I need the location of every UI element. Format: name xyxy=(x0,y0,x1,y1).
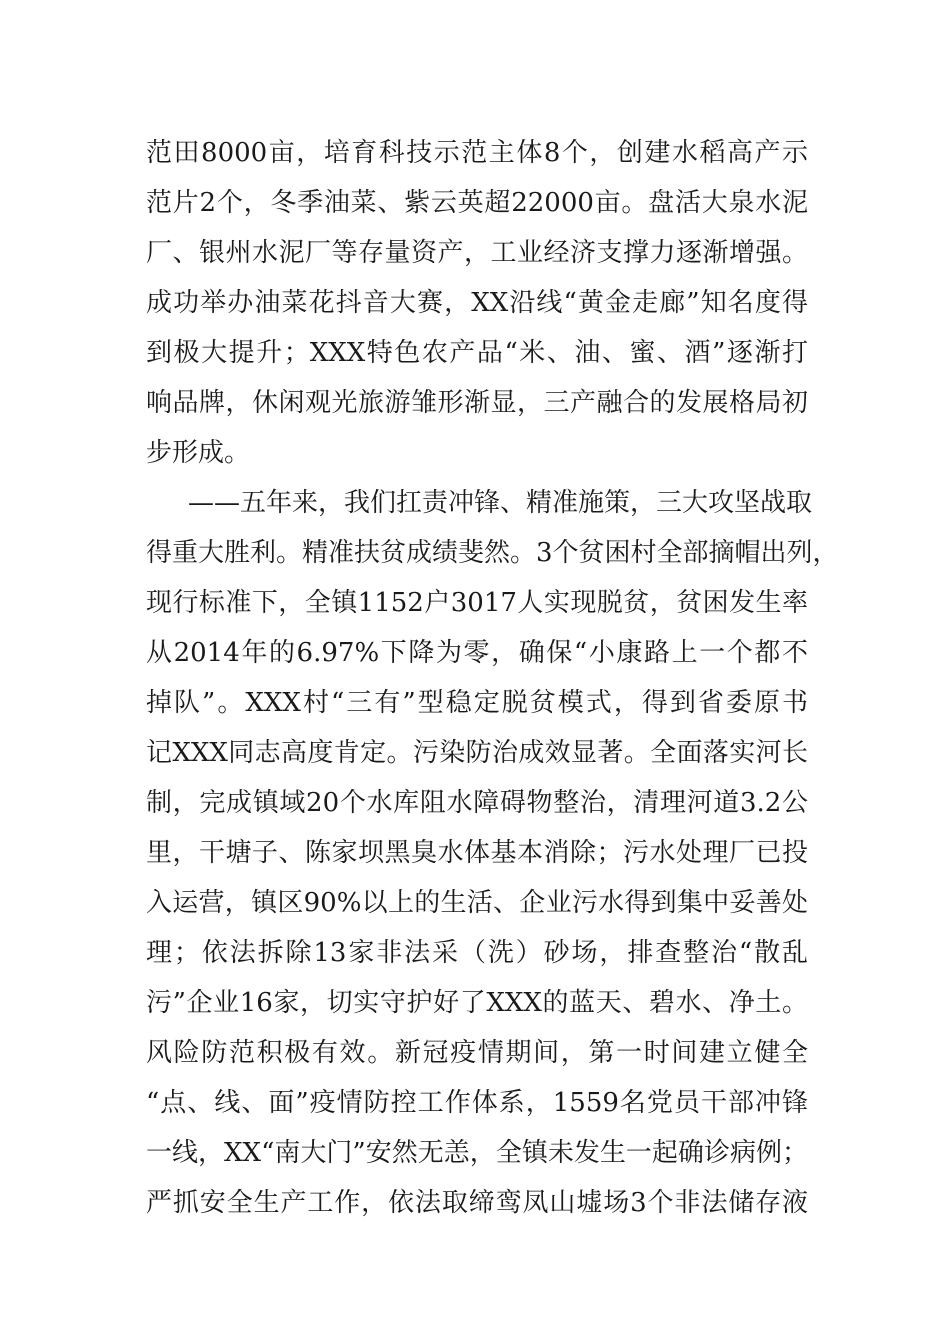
text-line: 一线，XX“南大门”安然无恙，全镇未发生一起确诊病例； xyxy=(146,1138,808,1168)
text-line: 理；依法拆除13家非法采（洗）砂场，排查整治“散乱 xyxy=(146,938,808,968)
text-line: 到极大提升；XXX特色农产品“米、油、蜜、酒”逐渐打 xyxy=(146,338,808,368)
text-line: 记XXX同志高度肯定。污染防治成效显著。全面落实河长 xyxy=(146,738,808,768)
paragraph-end-line: 步形成。 xyxy=(146,438,251,468)
text-line: 从2014年的6.97%下降为零，确保“小康路上一个都不 xyxy=(146,638,808,668)
text-line: 入运营，镇区90%以上的生活、企业污水得到集中妥善处 xyxy=(146,888,808,918)
paragraph-start-line: ——五年来，我们扛责冲锋、精准施策，三大攻坚战取 xyxy=(188,488,813,518)
text-line: 制，完成镇域20个水库阻水障碍物整治，清理河道3.2公 xyxy=(146,788,808,818)
text-line: 成功举办油菜花抖音大赛，XX沿线“黄金走廊”知名度得 xyxy=(146,288,808,318)
text-line: 风险防范积极有效。新冠疫情期间，第一时间建立健全 xyxy=(146,1038,808,1068)
text-line: 范田8000亩，培育科技示范主体8个，创建水稻高产示 xyxy=(146,138,808,168)
text-line: 响品牌，休闲观光旅游雏形渐显，三产融合的发展格局初 xyxy=(146,388,808,418)
text-line: 掉队”。XXX村“三有”型稳定脱贫模式，得到省委原书 xyxy=(146,688,808,718)
text-line: 现行标准下，全镇1152户3017人实现脱贫，贫困发生率 xyxy=(146,588,808,618)
text-line: 里，干塘子、陈家坝黑臭水体基本消除；污水处理厂已投 xyxy=(146,838,808,868)
text-line: 得重大胜利。精准扶贫成绩斐然。3个贫困村全部摘帽出列， xyxy=(146,538,839,568)
text-line: “点、线、面”疫情防控工作体系，1559名党员干部冲锋 xyxy=(146,1088,808,1118)
text-line: 严抓安全生产工作，依法取缔鸾凤山墟场3个非法储存液 xyxy=(146,1188,808,1218)
body-text xyxy=(146,128,839,1228)
text-line: 污”企业16家，切实守护好了XXX的蓝天、碧水、净土。 xyxy=(146,988,808,1018)
text-line: 厂、银州水泥厂等存量资产，工业经济支撑力逐渐增强。 xyxy=(146,238,808,268)
text-line: 范片2个，冬季油菜、紫云英超22000亩。盘活大泉水泥 xyxy=(146,188,808,218)
